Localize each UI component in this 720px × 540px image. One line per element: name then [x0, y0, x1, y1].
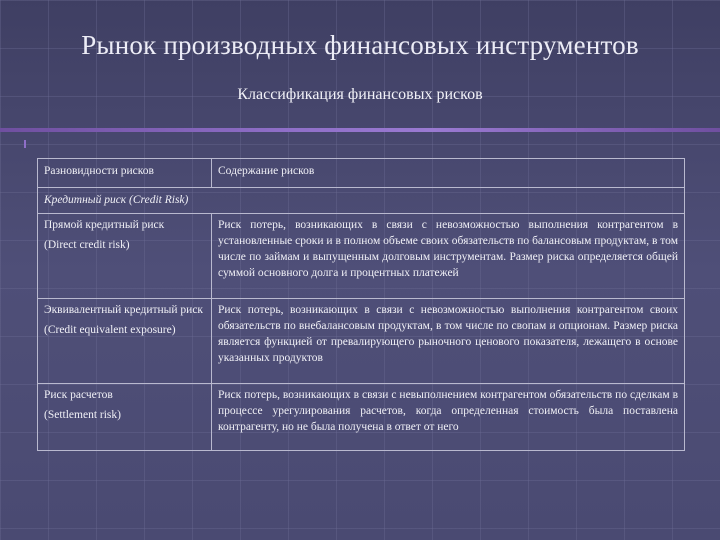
table-row — [38, 299, 685, 384]
risk-description: Риск потерь, возникающих в связи с невозможностью выполнения контрагентом в установленные сроки и в полном объеме своих обязательств по балансовым продуктам, в том числе по займам и выпущенным долговым инструментам. Размер риска определяется общей суммой основного долга и процентных платежей — [212, 214, 685, 299]
risk-name: Эквивалентный кредитный риск — [44, 304, 204, 316]
risk-name-en: (Settlement risk) — [44, 409, 121, 421]
risk-name: Риск расчетов — [44, 389, 113, 401]
title-divider — [0, 128, 720, 132]
risk-name: Прямой кредитный риск — [44, 219, 165, 231]
slide-title: Рынок производных финансовых инструментов — [81, 30, 639, 60]
risk-name-cell — [38, 214, 212, 299]
risk-name-cell — [38, 299, 212, 384]
risk-name-cell — [38, 384, 212, 451]
risk-name-en: (Direct credit risk) — [44, 239, 130, 251]
table-row — [38, 214, 685, 299]
section-credit-risk: Кредитный риск (Credit Risk) — [38, 188, 685, 214]
decorative-bar — [24, 140, 26, 148]
section-row — [38, 188, 685, 214]
header-risk-types: Разновидности рисков — [38, 159, 212, 188]
table-row — [38, 384, 685, 451]
slide-subtitle: Классификация финансовых рисков — [237, 86, 483, 103]
risk-description: Риск потерь, возникающих в связи с невозможностью выполнения контрагентом своих обязательств по внебалансовым продуктам, в том числе по свопам и опционам. Размер риска является функцией от превалирующего рыночного ценового показателя, лежащего в основе указанных продуктов — [212, 299, 685, 384]
risk-name-en: (Credit equivalent exposure) — [44, 324, 176, 336]
table-header-row — [38, 159, 685, 188]
risk-description: Риск потерь, возникающих в связи с невыполнением контрагентом обязательств по сделкам в процессе урегулирования расчетов, когда определенная стоимость была поставлена контрагенту, но не была получена в ответ от него — [212, 384, 685, 451]
header-risk-content: Содержание рисков — [212, 159, 685, 188]
risk-classification-table — [37, 158, 685, 451]
